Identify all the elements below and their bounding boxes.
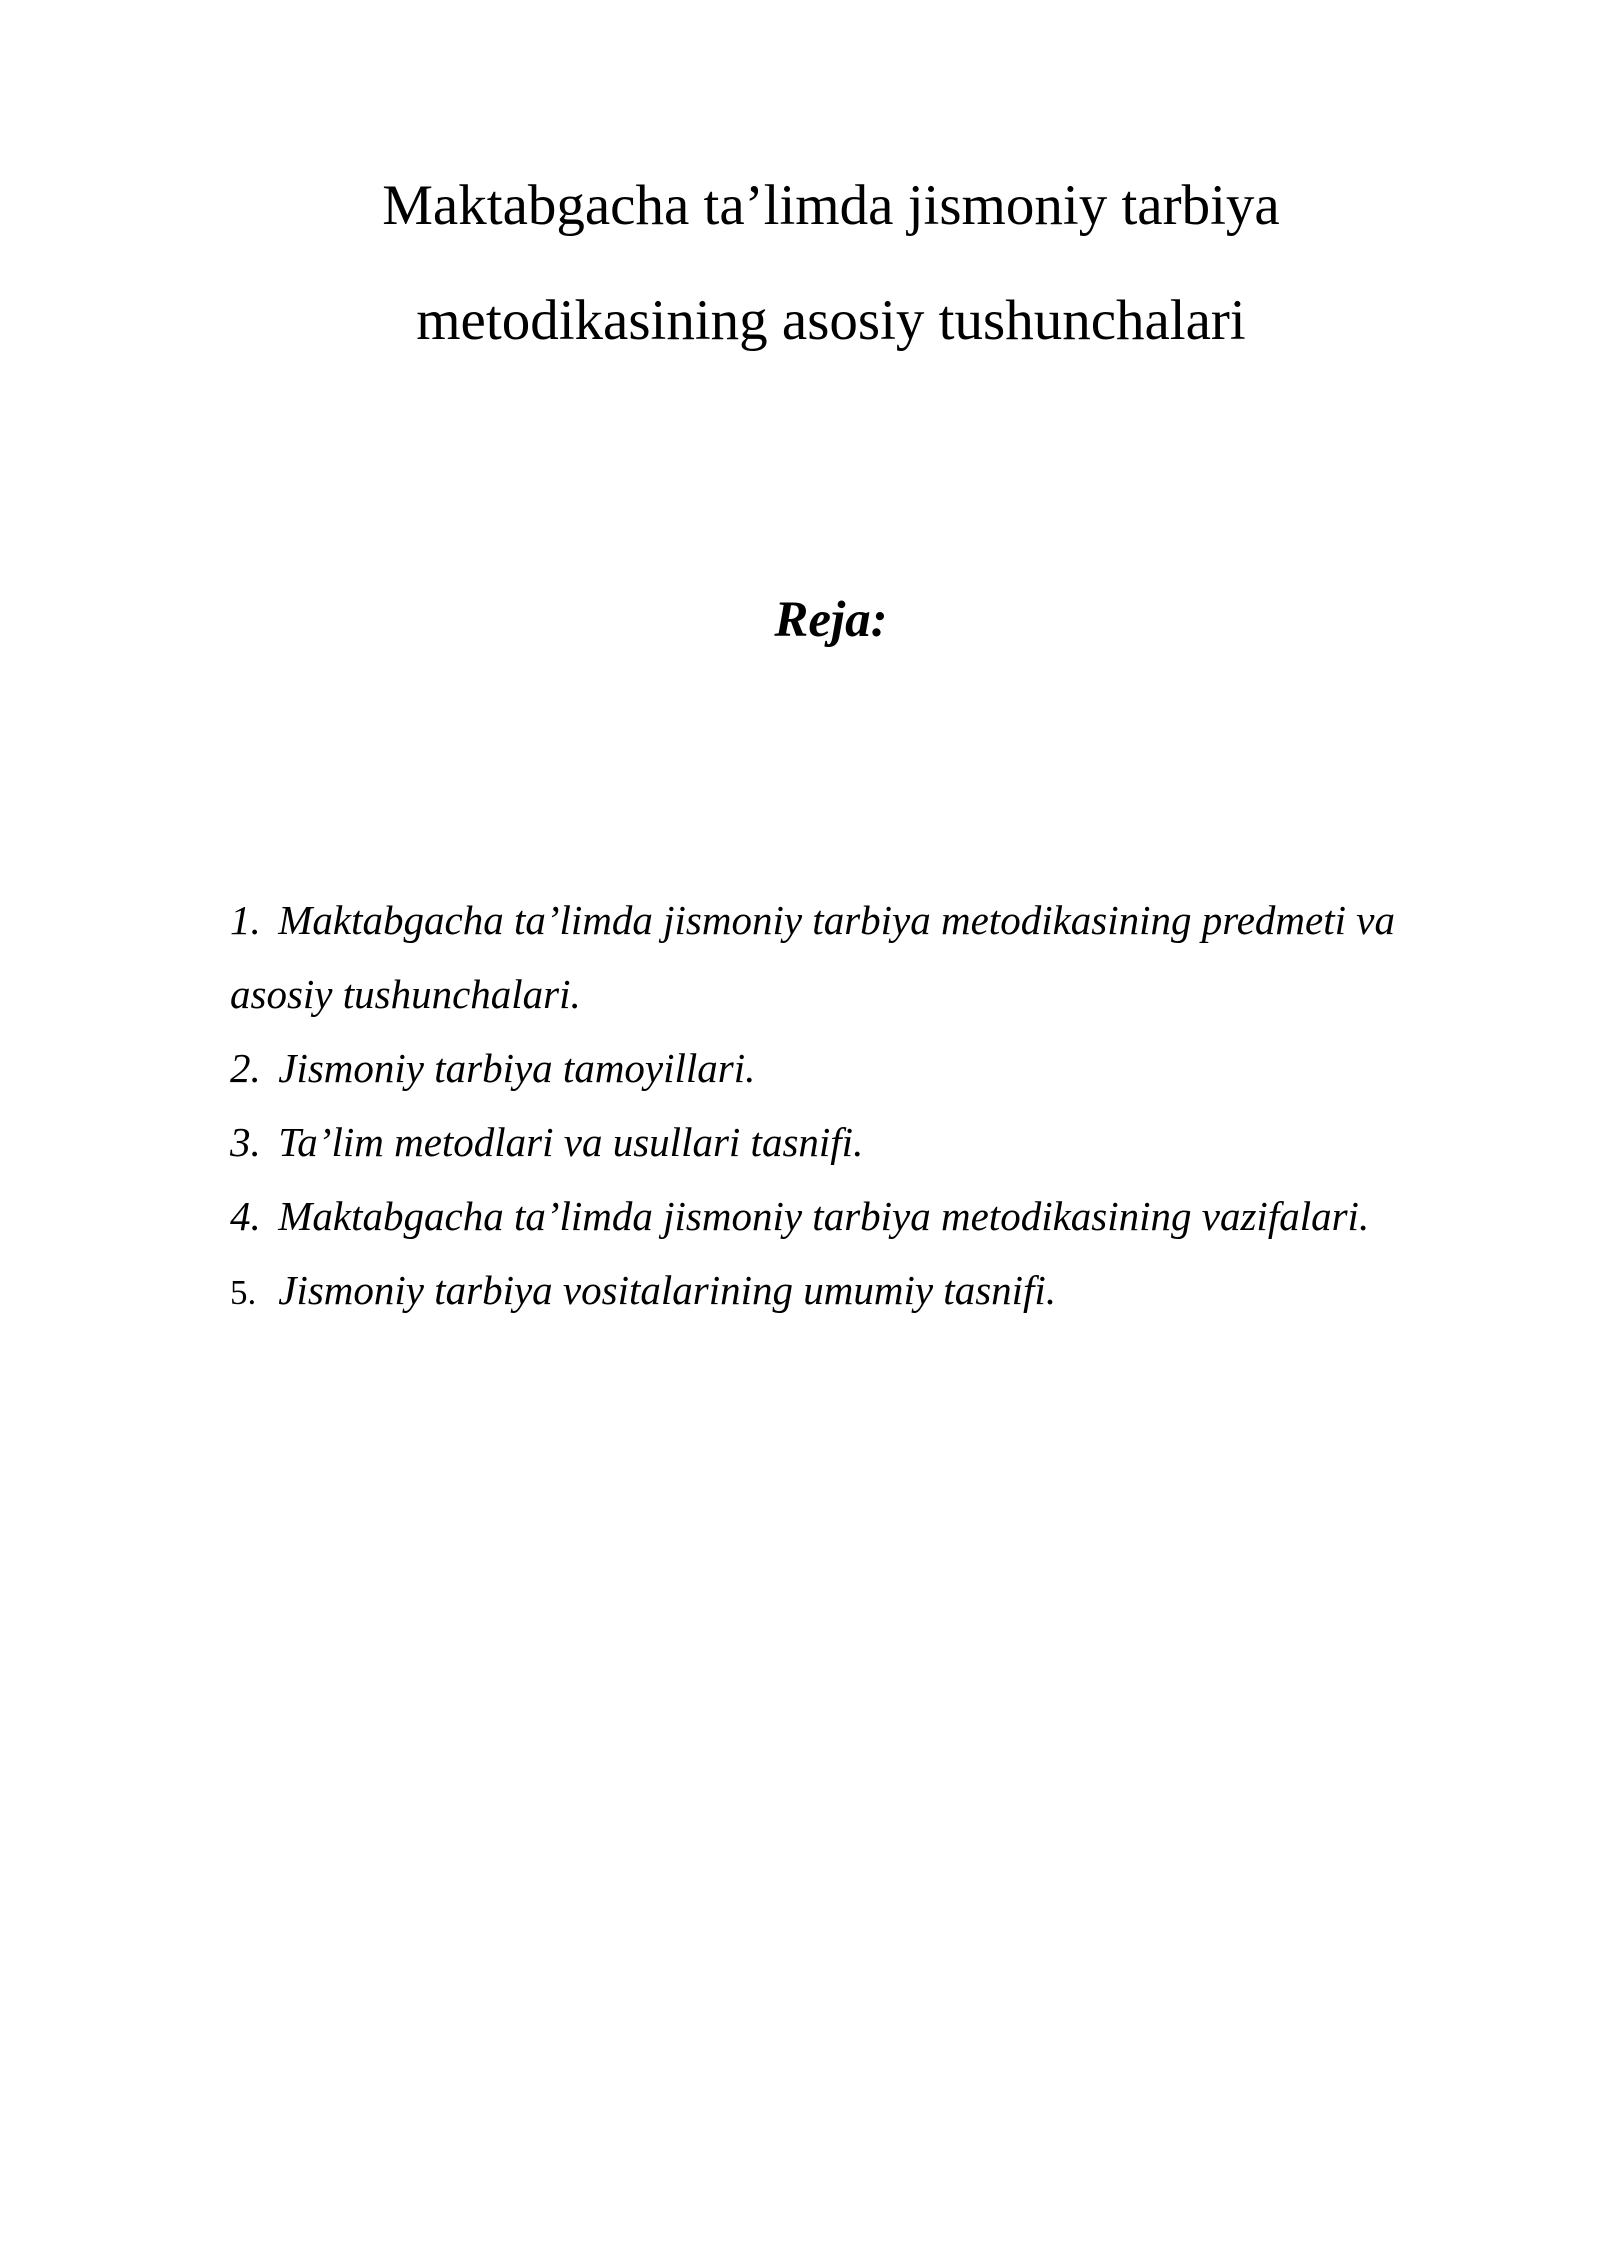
plan-item-5: [230, 1253, 1480, 1330]
plan-item-text: Maktabgacha ta’limda jismoniy tarbiya metodikasining predmeti va: [278, 897, 1395, 943]
page-title: [0, 148, 1600, 378]
title-line-1: Maktabgacha ta’limda jismoniy tarbiya: [382, 174, 1280, 237]
plan-item-number: 5.: [230, 1273, 257, 1312]
plan-heading: Reja:: [774, 592, 888, 648]
plan-item-number: 1.: [230, 897, 261, 943]
plan-item-text-continuation: asosiy tushunchalari.: [230, 971, 581, 1017]
plan-item-1-continuation: [230, 957, 1480, 1031]
title-line-2: metodikasining asosiy tushunchalari: [416, 289, 1246, 352]
plan-item-text: Ta’lim metodlari va usullari tasnifi.: [278, 1119, 864, 1165]
plan-item-number: 3.: [230, 1119, 261, 1165]
plan-item-4: [230, 1179, 1480, 1253]
plan-item-text: Jismoniy tarbiya vositalarining umumiy tasnifi.: [278, 1267, 1057, 1313]
plan-item-number: 2.: [230, 1045, 261, 1091]
plan-item-2: [230, 1031, 1480, 1105]
plan-item-text: Maktabgacha ta’limda jismoniy tarbiya metodikasining vazifalari.: [278, 1193, 1370, 1239]
plan-item-text: Jismoniy tarbiya tamoyillari.: [278, 1045, 756, 1091]
plan-list: [230, 883, 1480, 1330]
plan-item-1: [230, 883, 1480, 957]
plan-item-number: 4.: [230, 1193, 261, 1239]
plan-item-3: [230, 1105, 1480, 1179]
